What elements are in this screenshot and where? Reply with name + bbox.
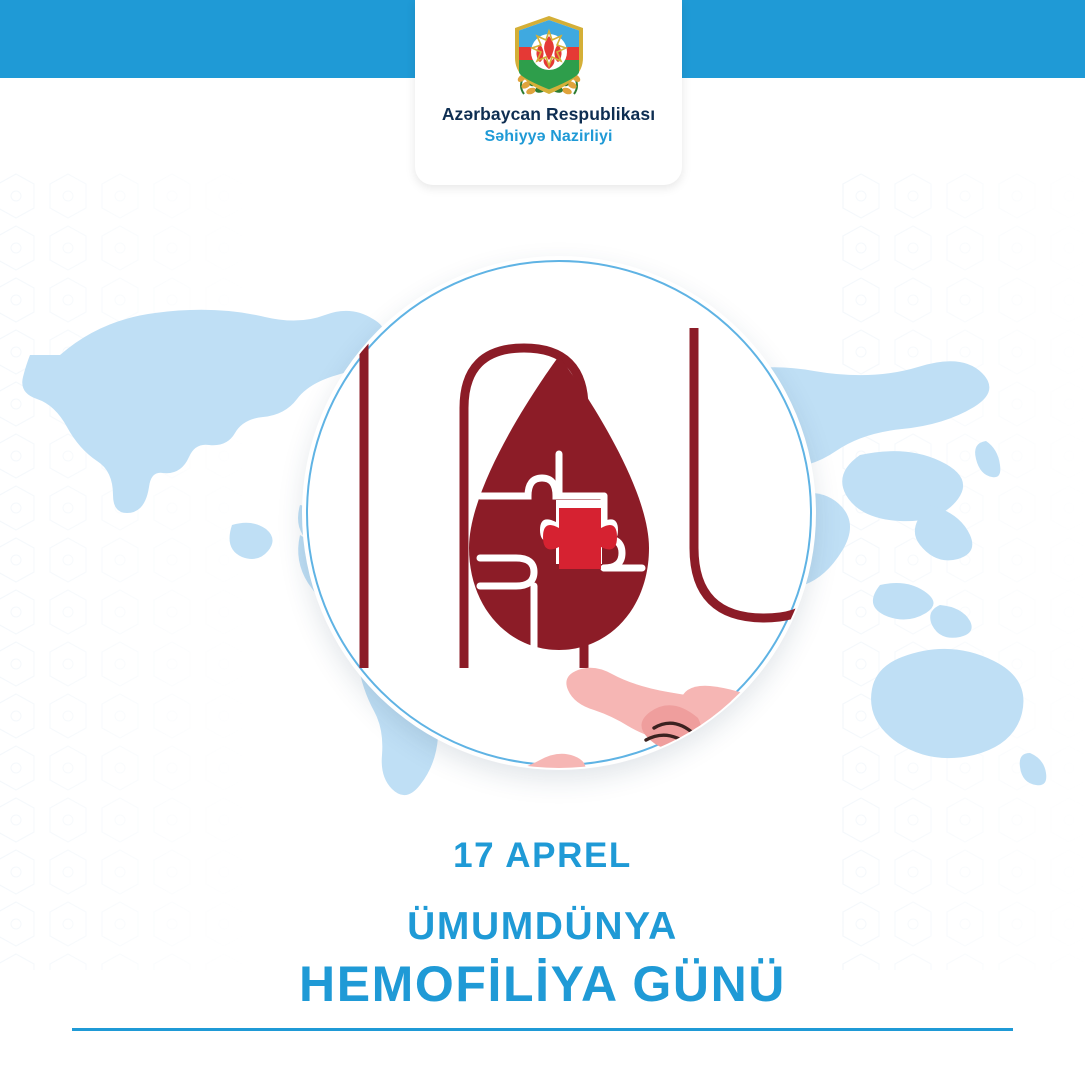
right-hand xyxy=(566,668,818,757)
ministry-logo-card xyxy=(415,0,682,185)
event-title-line-1: ÜMUMDÜNYA xyxy=(407,905,678,948)
bottom-divider xyxy=(72,1028,1013,1031)
logo-department-name: Səhiyyə Nazirliyi xyxy=(484,128,613,146)
event-date: 17 APREL xyxy=(453,836,632,875)
central-illustration xyxy=(294,248,824,778)
azerbaijan-state-emblem-icon xyxy=(510,14,588,100)
logo-organization-name: Azərbaycan Respublikası xyxy=(441,104,656,124)
left-hand xyxy=(332,754,586,778)
event-title-line-2: HEMOFİLİYA GÜNÜ xyxy=(299,956,786,1012)
blood-drop-shape xyxy=(469,356,649,650)
